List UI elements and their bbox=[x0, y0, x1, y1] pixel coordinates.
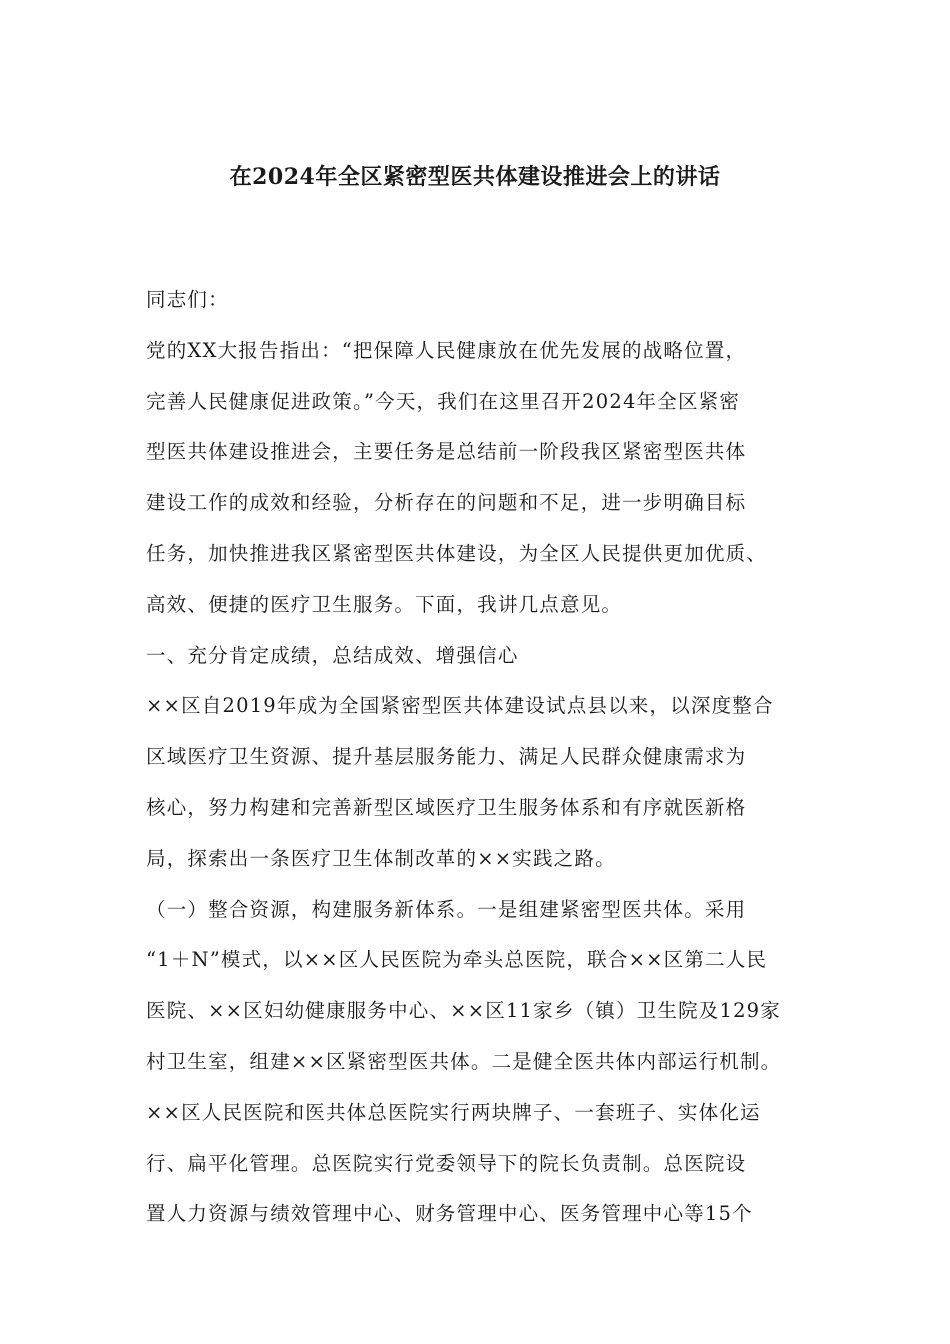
paragraph-line: 完善人民健康促进政策。”今天，我们在这里召开2024年全区紧密 bbox=[146, 389, 741, 413]
paragraph-line: 村卫生室，组建××区紧密型医共体。二是健全医共体内部运行机制。 bbox=[146, 1049, 782, 1073]
paragraph-line: 医院、××区妇幼健康服务中心、××区11家乡（镇）卫生院及129家 bbox=[146, 999, 781, 1023]
paragraph-line: 建设工作的成效和经验，分析存在的问题和不足，进一步明确目标 bbox=[146, 491, 747, 515]
paragraph-line: 置人力资源与绩效管理中心、财务管理中心、医务管理中心等15个 bbox=[146, 1202, 753, 1226]
paragraph-line: （一）整合资源，构建服务新体系。一是组建紧密型医共体。采用 bbox=[146, 897, 747, 921]
paragraph-line: 型医共体建设推进会，主要任务是总结前一阶段我区紧密型医共体 bbox=[146, 440, 747, 464]
paragraph-line: 高效、便捷的医疗卫生服务。下面，我讲几点意见。 bbox=[146, 592, 623, 616]
paragraph-line: “1＋N”模式，以××区人民医院为牵头总医院，联合××区第二人民 bbox=[146, 948, 768, 972]
salutation: 同志们： bbox=[146, 288, 229, 311]
paragraph-line: 行、扁平化管理。总医院实行党委领导下的院长负责制。总医院设 bbox=[146, 1151, 747, 1175]
paragraph-line: 局，探索出一条医疗卫生体制改革的××实践之路。 bbox=[146, 846, 616, 870]
document-body bbox=[146, 282, 846, 1247]
paragraph-line: 任务，加快推进我区紧密型医共体建设，为全区人民提供更加优质、 bbox=[146, 541, 768, 565]
paragraph-line: 核心，努力构建和完善新型区域医疗卫生服务体系和有序就医新格 bbox=[146, 795, 747, 819]
paragraph-line: ××区自2019年成为全国紧密型医共体建设试点县以来，以深度整合 bbox=[146, 694, 774, 718]
paragraph-line: 区域医疗卫生资源、提升基层服务能力、满足人民群众健康需求为 bbox=[146, 745, 747, 769]
paragraph-line: ××区人民医院和医共体总医院实行两块牌子、一套班子、实体化运 bbox=[146, 1100, 761, 1124]
document-title: 在2024年全区紧密型医共体建设推进会上的讲话 bbox=[229, 164, 721, 190]
paragraph-line: 党的XX大报告指出：“把保障人民健康放在优先发展的战略位置， bbox=[146, 338, 747, 362]
section-heading: 一、充分肯定成绩，总结成效、增强信心 bbox=[146, 643, 519, 667]
